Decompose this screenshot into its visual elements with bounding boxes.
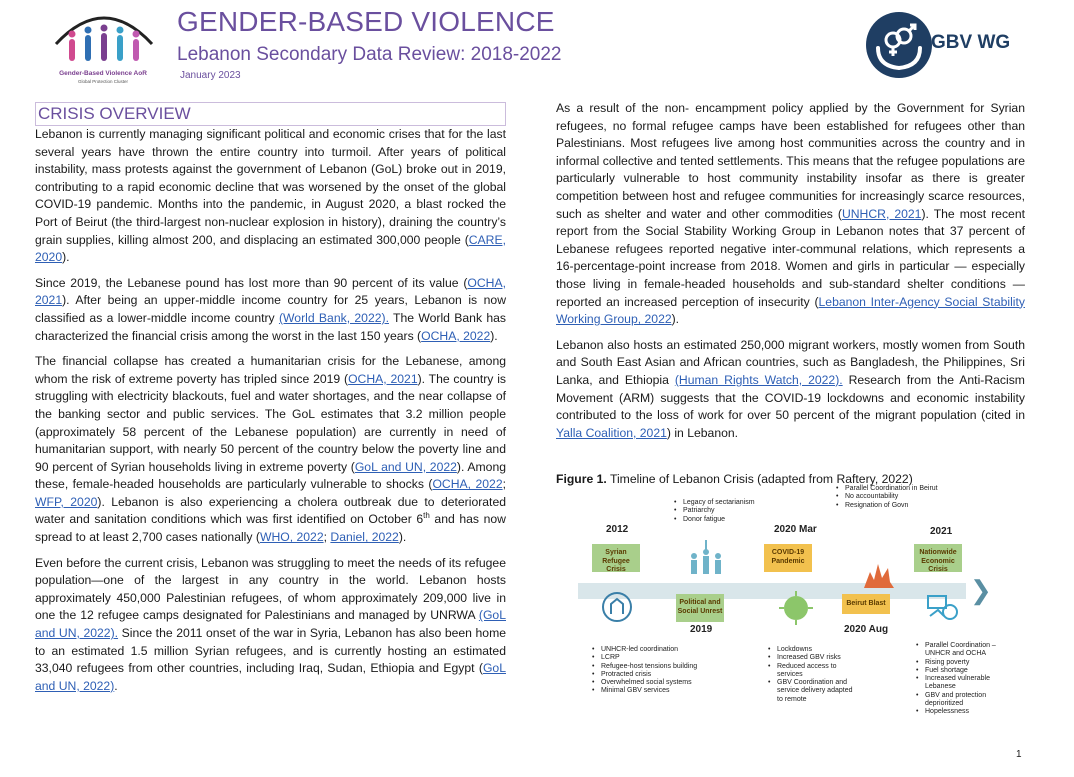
bullet-item: • Reduced access to services (768, 663, 858, 680)
citation-link[interactable]: Yalla Coalition, 2021 (556, 425, 667, 440)
citation-link[interactable]: (Human Rights Watch, 2022). (674, 372, 843, 387)
citation-link[interactable]: (GoL and UN, 2022). (35, 608, 506, 641)
bullets-2021-bottom (916, 642, 1008, 717)
document-title: GENDER-BASED VIOLENCE (177, 6, 555, 37)
bullet-item: • UNHCR-led coordination (592, 646, 702, 654)
document-subtitle: Lebanon Secondary Data Review: 2018-2022 (177, 44, 562, 65)
bullets-2020aug-top (836, 485, 956, 510)
bullet-item: • GBV Coordination and service delivery adapted to remote (768, 679, 858, 704)
paragraph: Lebanon also hosts an estimated 250,000 migrant workers, mostly women from South and South East Asian and African countries, such as Bangladesh, the Philippines, Sri Lanka, and Ethiopia (Human Rights Watch, 2022). Research from the Anti-Racism Movement (ARM) suggests that the COVID-19 lockdowns and economic instability contributed to the loss of work for over 50 percent of the migrant population (cited in Yalla Coalition, 2021) in Lebanon. (556, 337, 1025, 440)
bullet-item: • No accountability (836, 493, 956, 501)
unhcr-icon (600, 590, 634, 624)
right-column (556, 100, 1025, 450)
citation-link[interactable]: CARE, 2020 (35, 232, 506, 265)
year-2019: 2019 (690, 624, 713, 635)
paragraph: As a result of the non- encampment policy applied by the Government for Syrian refugees, no formal refugee camps have been established for refugees other than Palestinians. Most refugees live among host communities across the country and in informal collective and tented settlements. This means that the refugee populations are particularly vulnerable to host community instability insofar as there is greater competition between host and refugee communities for increasingly scarce resources, such as shelter and water and other commodities (UNHCR, 2021). The most recent report from the Social Stability Working Group in Lebanon notes that 37 percent of Lebanese refugees reported negative inter-communal relations, which represents a 16-percentage-point increase from 2018. Women and girls in particular — especially those living in female-headed households and sub-standard shelter conditions — reported an increased perception of insecurity (Lebanon Inter-Agency Social Stability Working Group, 2022). (556, 101, 1025, 327)
box-political-unrest: Political and Social Unrest (676, 594, 724, 622)
year-2012: 2012 (606, 524, 629, 535)
bullet-item: • Fuel shortage (916, 667, 1008, 675)
bullet-item: • GBV and protection deprioritized (916, 692, 1008, 709)
gbv-wg-logo (866, 12, 1026, 80)
bullet-item: • Refugee-host tensions building (592, 663, 702, 671)
citation-link[interactable]: OCHA, 2022 (421, 328, 491, 343)
year-2020-mar: 2020 Mar (774, 524, 817, 535)
figure-caption: Figure 1. Timeline of Lebanon Crisis (adapted from Raftery, 2022) (556, 472, 913, 486)
box-beirut-blast: Beirut Blast (842, 594, 890, 614)
citation-link[interactable]: Daniel, 2022 (330, 530, 399, 545)
bullet-item: • Rising poverty (916, 659, 1008, 667)
logo-left-name: Gender-Based Violence AoR (59, 70, 147, 77)
year-2021: 2021 (930, 526, 953, 537)
timeline-bar (578, 583, 966, 599)
bullet-item: • Overwhelmed social systems (592, 679, 702, 687)
paragraph: Since 2019, the Lebanese pound has lost more than 90 percent of its value (OCHA, 2021). After being an upper-middle income country for 25 years, Lebanon is now classified as a lower-middle income country (World Bank, 2022). The World Bank has characterized the financial crisis among the worst in the last 150 years (OCHA, 2022). (35, 275, 506, 343)
paragraph: The financial collapse has created a humanitarian crisis for the Lebanese, among whom the risk of extreme poverty has tripled since 2019 (OCHA, 2021). The country is struggling with electricity blackouts, fuel and water shortages, and the near collapse of the banking sector and public services. The GoL estimates that 3.2 million people (approximately 58 percent of the Lebanese population) are currently in need of humanitarian support, with nearly 50 percent of the country below the poverty line and 90 percent of Syrian households living in extreme poverty (GoL and UN, 2022). Among these, female-headed households are particularly vulnerable to shocks (OCHA, 2022; WFP, 2020). Lebanon is also experiencing a cholera outbreak due to deteriorated water and sanitation conditions which was first identified on October 6th and has now spread to at least 2,700 cases nationally (WHO, 2022; Daniel, 2022). (35, 354, 507, 545)
timeline-figure (578, 486, 1008, 736)
page-number: 1 (1016, 749, 1022, 760)
gender-hands-icon (866, 12, 932, 78)
citation-link[interactable]: GoL and UN, 2022) (35, 661, 506, 693)
section-heading: CRISIS OVERVIEW (38, 104, 191, 123)
bullet-item: • Parallel Coordination in Beirut (836, 485, 956, 493)
citation-link[interactable]: OCHA, 2021 (35, 275, 506, 308)
citation-link[interactable]: (World Bank, 2022). (278, 310, 389, 325)
logo-left-subtitle: Global Protection Cluster (77, 79, 129, 84)
citation-link[interactable]: UNHCR, 2021 (841, 206, 922, 221)
citation-link[interactable]: Lebanon Inter-Agency Social Stability Working Group, 2022 (556, 294, 1025, 327)
bullet-item: • Parallel Coordination – UNHCR and OCHA (916, 642, 1008, 659)
bullet-item: • Increased vulnerable Lebanese (916, 675, 1008, 692)
money-decline-icon (924, 586, 960, 622)
chevron-right-icon: ❯ (970, 575, 992, 605)
bullet-item: • Hopelessness (916, 708, 1008, 716)
paragraph: Even before the current crisis, Lebanon was struggling to meet the needs of its refugee population—one of the largest in any country in the world. Lebanon hosts approximately 450,000 Palestinian refugees, of whom approximately 209,000 live in one the 12 refugee camps designated for Palestinians and managed by UNRWA (GoL and UN, 2022). Since the 2011 onset of the war in Syria, Lebanon has also been home to an estimated 1.5 million Syrian refugees, and is currently hosting an estimated 33,040 refugees from other countries, including Iraq, Sudan, Ethiopia and Egypt (GoL and UN, 2022). (35, 555, 507, 693)
box-syrian-refugee-crisis: Syrian Refugee Crisis (592, 544, 640, 572)
bullet-item: • Minimal GBV services (592, 687, 702, 695)
left-column (35, 126, 506, 703)
logo-right-text: GBV WG (931, 32, 1011, 53)
bullet-item: • Increased GBV risks (768, 654, 858, 662)
protest-people-icon (688, 538, 724, 578)
bullet-item: • Resignation of Govn (836, 502, 956, 510)
box-covid-pandemic: COVID-19 Pandemic (764, 544, 812, 572)
paragraph: Lebanon is currently managing significant political and economic crises that for the last several years have thrown the entire country into turmoil. After years of political instability, mass protests against the government of Lebanon (GoL) broke out in 2019, contributing to a rapid economic decline that was worsened by the onset of the global COVID-19 pandemic. Months into the pandemic, in August 2020, a blast rocked the Port of Beirut (the third-largest non-nuclear explosion in history), draining the country’s grain supplies, killing almost 200, and displacing an estimated 300,000 people (CARE, 2020). (35, 127, 506, 265)
explosion-icon (862, 560, 896, 590)
bullet-item: • Protracted crisis (592, 671, 702, 679)
bullet-item: • LCRP (592, 654, 702, 662)
bullet-item: • Legacy of sectarianism (674, 499, 784, 507)
section-heading-box (35, 102, 506, 126)
document-date: January 2023 (180, 70, 241, 81)
bullets-2012-bottom (592, 646, 702, 696)
people-figures-icon (50, 4, 158, 66)
bullets-2020mar-bottom (768, 646, 858, 704)
box-economic-crisis: Nationwide Economic Crisis (914, 544, 962, 572)
bullet-item: • Patriarchy (674, 507, 784, 515)
year-2020-aug: 2020 Aug (844, 624, 889, 635)
virus-globe-icon (778, 590, 814, 626)
citation-link[interactable]: WHO, 2022 (259, 530, 324, 545)
citation-link[interactable]: GoL and UN, 2022 (354, 459, 457, 474)
gbv-aor-logo (40, 4, 166, 92)
citation-link[interactable]: WFP, 2020 (35, 494, 98, 509)
bullet-item: • Lockdowns (768, 646, 858, 654)
bullet-item: • Donor fatigue (674, 516, 784, 524)
citation-link[interactable]: OCHA, 2021 (348, 371, 418, 386)
bullets-2019-top (674, 499, 784, 524)
citation-link[interactable]: OCHA, 2022 (432, 477, 503, 492)
